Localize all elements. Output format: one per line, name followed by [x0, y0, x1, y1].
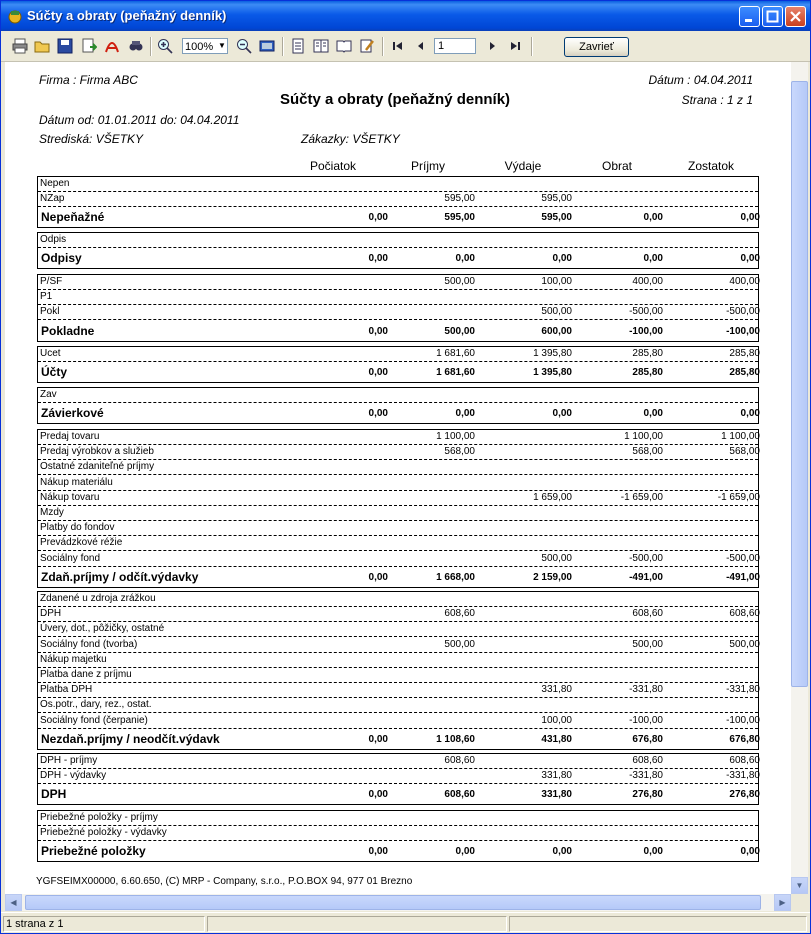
print-icon[interactable] — [11, 37, 29, 55]
maximize-button[interactable] — [762, 6, 783, 27]
cell-value: 1 100,00 — [624, 431, 663, 442]
row-label: Priebežné položky - výdavky — [40, 827, 167, 839]
column-header: Príjmy — [411, 159, 445, 173]
table-row — [38, 668, 758, 683]
company-name: Firma : Firma ABC — [39, 73, 138, 87]
cell-value: 1 100,00 — [721, 431, 760, 442]
total-value: 0,00 — [368, 571, 388, 583]
cell-value: -331,80 — [629, 684, 663, 696]
total-value: -100,00 — [629, 325, 663, 337]
table-row — [38, 698, 758, 713]
table-row — [38, 290, 758, 305]
table-row — [38, 430, 758, 445]
row-label: Priebežné položky - príjmy — [40, 812, 158, 823]
cell-value: 500,00 — [541, 552, 572, 564]
close-report-button[interactable]: Zavrieť — [564, 37, 629, 57]
row-label: Predaj výrobkov a služieb — [40, 446, 154, 458]
cell-value: 500,00 — [632, 638, 663, 650]
cell-value: -500,00 — [629, 306, 663, 318]
row-label: Mzdy — [40, 507, 64, 518]
table-row — [38, 476, 758, 491]
report-section — [37, 274, 759, 342]
report-section — [37, 387, 759, 424]
table-row — [38, 552, 758, 567]
chevron-down-icon[interactable]: ▼ — [218, 41, 226, 50]
row-label: Nákup majetku — [40, 653, 107, 665]
table-row — [38, 653, 758, 668]
table-row — [38, 826, 758, 841]
total-value: 676,80 — [632, 733, 663, 745]
total-value: 0,00 — [368, 846, 388, 858]
row-label: Nákup materiálu — [40, 476, 113, 488]
row-label: Zav — [40, 389, 57, 400]
row-label: NZap — [40, 193, 65, 205]
table-row — [38, 491, 758, 506]
cell-value: -1 659,00 — [717, 491, 760, 503]
page-number-input[interactable]: 1 — [434, 38, 476, 54]
total-value: 0,00 — [368, 789, 388, 801]
zoom-in-icon[interactable] — [156, 37, 174, 55]
last-page-icon[interactable] — [506, 37, 524, 55]
table-row — [38, 714, 758, 729]
column-header: Obrat — [601, 159, 632, 173]
date-range: Dátum od: 01.01.2011 do: 04.04.2011 — [39, 113, 240, 127]
cell-value: 608,60 — [632, 608, 663, 620]
total-value: 0,00 — [552, 846, 572, 858]
cell-value: 100,00 — [541, 714, 572, 726]
minimize-button[interactable] — [739, 6, 760, 27]
total-value: 0,00 — [643, 846, 663, 858]
total-value: 276,80 — [729, 789, 760, 801]
cell-value: 400,00 — [729, 276, 760, 287]
report-section — [37, 429, 759, 588]
fit-page-icon[interactable] — [258, 37, 276, 55]
cell-value: 568,00 — [444, 446, 475, 458]
total-value: 0,00 — [643, 253, 663, 265]
report-preview[interactable] — [5, 62, 791, 894]
report-section — [37, 176, 759, 228]
cell-value: 608,60 — [444, 608, 475, 620]
toolbar — [1, 31, 810, 62]
report-section — [37, 232, 759, 269]
total-value: 0,00 — [552, 408, 572, 420]
total-value: 1 395,80 — [533, 367, 572, 379]
table-row — [38, 506, 758, 521]
total-value: 331,80 — [541, 789, 572, 801]
vertical-scroll-thumb[interactable] — [791, 81, 808, 687]
section-total-row — [38, 249, 758, 267]
cell-value: -1 659,00 — [620, 491, 663, 503]
scroll-right-button[interactable]: ▶ — [774, 894, 791, 911]
cell-value: 608,60 — [729, 755, 760, 766]
status-page-count: 1 strana z 1 — [3, 916, 205, 932]
cell-value: -331,80 — [726, 684, 760, 696]
section-total-label: DPH — [41, 787, 67, 802]
cell-value: 500,00 — [541, 306, 572, 318]
table-row — [38, 536, 758, 551]
report-footer: YGFSEIMX00000, 6.60.650, (C) MRP - Company, s.r.o., P.O.BOX 94, 977 01 Brezno — [36, 876, 413, 887]
column-header: Výdaje — [504, 159, 542, 173]
cell-value: 1 681,60 — [436, 348, 475, 359]
report-title: Súčty a obraty (peňažný denník) — [280, 91, 511, 108]
report-section — [37, 591, 759, 750]
section-total-label: Účty — [41, 365, 68, 380]
row-label: Nákup tovaru — [40, 491, 100, 503]
cell-value: -100,00 — [629, 714, 663, 726]
total-value: 0,00 — [368, 212, 388, 224]
row-label: Platba dane z príjmu — [40, 669, 132, 680]
cell-value: -331,80 — [629, 770, 663, 782]
orders: Zákazky: VŠETKY — [301, 132, 400, 146]
pdf-icon[interactable] — [103, 37, 121, 55]
section-total-row — [38, 322, 758, 340]
book-icon[interactable] — [335, 37, 353, 55]
page-info: Strana : 1 z 1 — [681, 93, 753, 107]
total-value: 0,00 — [455, 253, 475, 265]
cell-value: 1 659,00 — [533, 491, 572, 503]
close-window-button[interactable] — [785, 6, 806, 27]
report-date: Dátum : 04.04.2011 — [648, 73, 753, 87]
row-label: Prevádzkové réžie — [40, 537, 123, 549]
total-value: -491,00 — [629, 571, 663, 583]
zoom-out-icon[interactable] — [235, 37, 253, 55]
window-title: Súčty a obraty (peňažný denník) — [27, 8, 227, 23]
row-label: Úvery, dot., pôžičky, ostatné — [40, 623, 165, 635]
cell-value: 285,80 — [729, 348, 760, 359]
table-row — [38, 638, 758, 653]
row-label: Zdanené u zdroja zrážkou — [40, 593, 156, 604]
cell-value: 500,00 — [444, 276, 475, 287]
column-header: Zostatok — [687, 159, 735, 173]
table-row — [38, 275, 758, 290]
horizontal-scroll-thumb[interactable] — [25, 895, 761, 910]
cell-value: 500,00 — [444, 638, 475, 650]
total-value: 600,00 — [541, 325, 572, 337]
total-value: 0,00 — [455, 846, 475, 858]
open-icon[interactable] — [33, 37, 51, 55]
report-section — [37, 810, 759, 862]
table-row — [38, 177, 758, 192]
row-label: Platba DPH — [40, 684, 93, 696]
total-value: 1 681,60 — [436, 367, 475, 379]
total-value: 0,00 — [740, 212, 760, 224]
total-value: 0,00 — [368, 253, 388, 265]
table-row — [38, 305, 758, 320]
cell-value: 568,00 — [632, 446, 663, 458]
cell-value: 608,60 — [632, 755, 663, 766]
title-bar[interactable] — [1, 1, 810, 31]
row-label: Ucet — [40, 348, 61, 359]
cell-value: 500,00 — [729, 638, 760, 650]
report-section — [37, 346, 759, 383]
section-total-label: Závierkové — [41, 406, 104, 421]
table-row — [38, 445, 758, 460]
first-page-icon[interactable] — [389, 37, 407, 55]
cell-value: -500,00 — [726, 552, 760, 564]
section-total-label: Pokladne — [41, 323, 95, 338]
total-value: 0,00 — [368, 408, 388, 420]
status-panel — [509, 916, 807, 932]
cell-value: 608,60 — [444, 755, 475, 766]
cell-value: -500,00 — [629, 552, 663, 564]
edit-icon[interactable] — [358, 37, 376, 55]
cell-value: -100,00 — [726, 714, 760, 726]
total-value: 0,00 — [740, 846, 760, 858]
row-label: P/SF — [40, 276, 63, 287]
total-value: 0,00 — [740, 253, 760, 265]
save-icon[interactable] — [56, 37, 74, 55]
cell-value: 100,00 — [541, 276, 572, 287]
section-total-row — [38, 404, 758, 422]
cell-value: 595,00 — [444, 193, 475, 205]
status-bar — [1, 912, 810, 934]
total-value: 676,80 — [729, 733, 760, 745]
cell-value: 331,80 — [541, 684, 572, 696]
total-value: 431,80 — [541, 733, 572, 745]
cell-value: -331,80 — [726, 770, 760, 782]
row-label: Predaj tovaru — [40, 431, 100, 442]
row-label: DPH - výdavky — [40, 770, 107, 782]
single-page-icon[interactable] — [289, 37, 307, 55]
row-label: Os.potr., dary, rez., ostat. — [40, 699, 152, 711]
report-section — [37, 753, 759, 805]
row-label: Odpis — [40, 234, 67, 245]
table-row — [38, 347, 758, 362]
table-row — [38, 622, 758, 637]
total-value: -100,00 — [726, 325, 760, 337]
scroll-left-button[interactable]: ◀ — [5, 894, 22, 911]
next-page-icon[interactable] — [483, 37, 501, 55]
section-total-label: Priebežné položky — [41, 844, 146, 859]
table-row — [38, 388, 758, 403]
cell-value: 608,60 — [729, 608, 760, 620]
status-panel — [207, 916, 507, 932]
total-value: 595,00 — [541, 212, 572, 224]
cell-value: 568,00 — [729, 446, 760, 458]
prev-page-icon[interactable] — [412, 37, 430, 55]
total-value: 276,80 — [632, 789, 663, 801]
section-total-row — [38, 842, 758, 860]
total-value: 0,00 — [368, 325, 388, 337]
cost-centers: Strediská: VŠETKY — [39, 132, 144, 146]
cell-value: 331,80 — [541, 770, 572, 782]
row-label: Sociálny fond — [40, 552, 101, 564]
total-value: 285,80 — [729, 367, 760, 379]
cell-value: 595,00 — [541, 193, 572, 205]
section-total-label: Zdaň.príjmy / odčít.výdavky — [41, 569, 199, 584]
total-value: 285,80 — [632, 367, 663, 379]
table-row — [38, 769, 758, 784]
table-row — [38, 592, 758, 607]
row-label: Ostatné zdaniteľné príjmy — [40, 461, 155, 473]
section-total-label: Odpisy — [41, 251, 82, 266]
total-value: 2 159,00 — [533, 571, 572, 583]
total-value: 0,00 — [368, 733, 388, 745]
row-label: Sociálny fond (čerpanie) — [40, 714, 148, 726]
column-header: Počiatok — [309, 159, 357, 173]
section-total-row — [38, 208, 758, 226]
table-row — [38, 233, 758, 248]
app-icon — [7, 8, 23, 24]
total-value: 0,00 — [740, 408, 760, 420]
cell-value: 400,00 — [632, 276, 663, 287]
cell-value: -500,00 — [726, 306, 760, 318]
total-value: 1 108,60 — [436, 733, 475, 745]
row-label: Pokl — [40, 306, 60, 318]
row-label: DPH — [40, 608, 62, 620]
cell-value: 285,80 — [632, 348, 663, 359]
find-icon[interactable] — [127, 37, 145, 55]
section-total-label: Nepeňažné — [41, 210, 105, 225]
total-value: 0,00 — [368, 367, 388, 379]
total-value: 500,00 — [444, 325, 475, 337]
row-label: Nepen — [40, 178, 70, 189]
row-label: Platby do fondov — [40, 522, 115, 534]
section-total-label: Nezdaň.príjmy / neodčít.výdavk — [41, 731, 220, 746]
table-row — [38, 683, 758, 698]
export-icon[interactable] — [80, 37, 98, 55]
table-row — [38, 460, 758, 475]
total-value: 0,00 — [643, 408, 663, 420]
cell-value: 1 100,00 — [436, 431, 475, 442]
row-label: DPH - príjmy — [40, 755, 98, 766]
total-value: 0,00 — [643, 212, 663, 224]
section-total-row — [38, 785, 758, 803]
table-row — [38, 192, 758, 207]
table-row — [38, 607, 758, 622]
zoom-select[interactable]: 100% — [182, 38, 228, 54]
table-row — [38, 754, 758, 769]
two-pages-icon[interactable] — [312, 37, 330, 55]
table-row — [38, 811, 758, 826]
row-label: Sociálny fond (tvorba) — [40, 638, 138, 650]
total-value: -491,00 — [726, 571, 760, 583]
section-total-row — [38, 363, 758, 381]
total-value: 0,00 — [552, 253, 572, 265]
scroll-down-button[interactable]: ▼ — [791, 877, 808, 894]
total-value: 595,00 — [444, 212, 475, 224]
table-row — [38, 521, 758, 536]
section-total-row — [38, 568, 758, 586]
total-value: 1 668,00 — [436, 571, 475, 583]
section-total-row — [38, 730, 758, 748]
total-value: 0,00 — [455, 408, 475, 420]
row-label: P1 — [40, 291, 53, 303]
total-value: 608,60 — [444, 789, 475, 801]
cell-value: 1 395,80 — [533, 348, 572, 359]
